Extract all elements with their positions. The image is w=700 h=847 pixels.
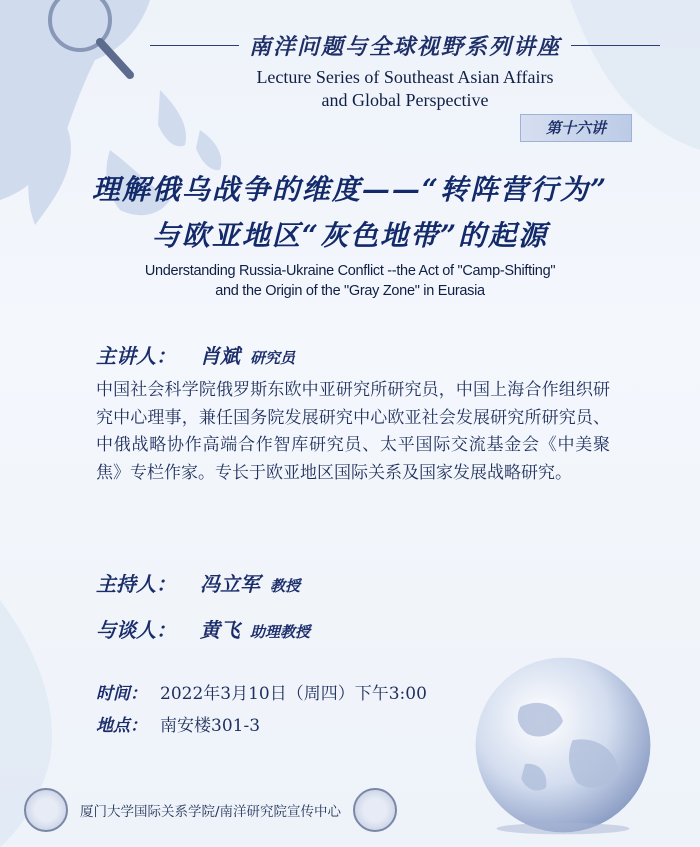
speaker-label: 主讲人： [96, 344, 176, 368]
discussant-title: 助理教授 [250, 623, 311, 641]
series-left-line [150, 45, 239, 46]
globe-illustration [468, 650, 658, 840]
host-row [96, 568, 300, 597]
main-title-en-line2: and the Origin of the "Gray Zone" in Eurasia [215, 283, 485, 299]
lecture-number-badge: 第十六讲 [520, 114, 632, 142]
time-label: 时间： [96, 684, 147, 704]
series-right-line [571, 45, 660, 46]
university-seal-icon [24, 788, 68, 832]
series-title-row [150, 30, 660, 61]
main-title-en [60, 261, 640, 301]
series-title-en-line2: and Global Perspective [321, 90, 489, 110]
speaker-row [96, 340, 295, 369]
speaker-name: 肖斌 [200, 344, 240, 368]
speaker-title: 研究员 [250, 349, 296, 367]
series-title-en-line1: Lecture Series of Southeast Asian Affairs [256, 67, 554, 87]
host-title: 教授 [270, 577, 301, 595]
host-label: 主持人： [96, 572, 176, 596]
main-title-cn-line2: 与欧亚地区“灰色地带”的起源 [151, 219, 549, 252]
place-row [96, 711, 260, 736]
place-label: 地点： [96, 716, 147, 736]
main-title-en-line1: Understanding Russia-Ukraine Conflict --the Act of "Camp-Shifting" [144, 263, 556, 279]
discussant-label: 与谈人： [96, 618, 176, 642]
institute-seal-icon [353, 788, 397, 832]
host-name: 冯立军 [200, 572, 260, 596]
speaker-bio: 中国社会科学院俄罗斯东欧中亚研究所研究员，中国上海合作组织研究中心理事，兼任国务院发展研究中心欧亚社会发展研究所研究员、中俄战略协作高端合作智库研究员、太平国际交流基金会《中美聚焦》专栏作家。专长于欧亚地区国际关系及国家发展战略研究。 [96, 380, 610, 483]
series-title-en [150, 66, 660, 112]
footer-organizer: 厦门大学国际关系学院/南洋研究院宣传中心 [80, 804, 342, 820]
main-title-cn-line1: 理解俄乌战争的维度——“转阵营行为” [91, 173, 609, 206]
series-title-cn: 南洋问题与全球视野系列讲座 [249, 34, 562, 60]
time-row [96, 679, 427, 704]
time-value: 2022年3月10日（周四）下午3:00 [160, 684, 427, 704]
footer-bar [24, 788, 397, 832]
discussant-row [96, 614, 310, 643]
place-value: 南安楼301-3 [160, 716, 261, 736]
discussant-name: 黄飞 [200, 618, 240, 642]
